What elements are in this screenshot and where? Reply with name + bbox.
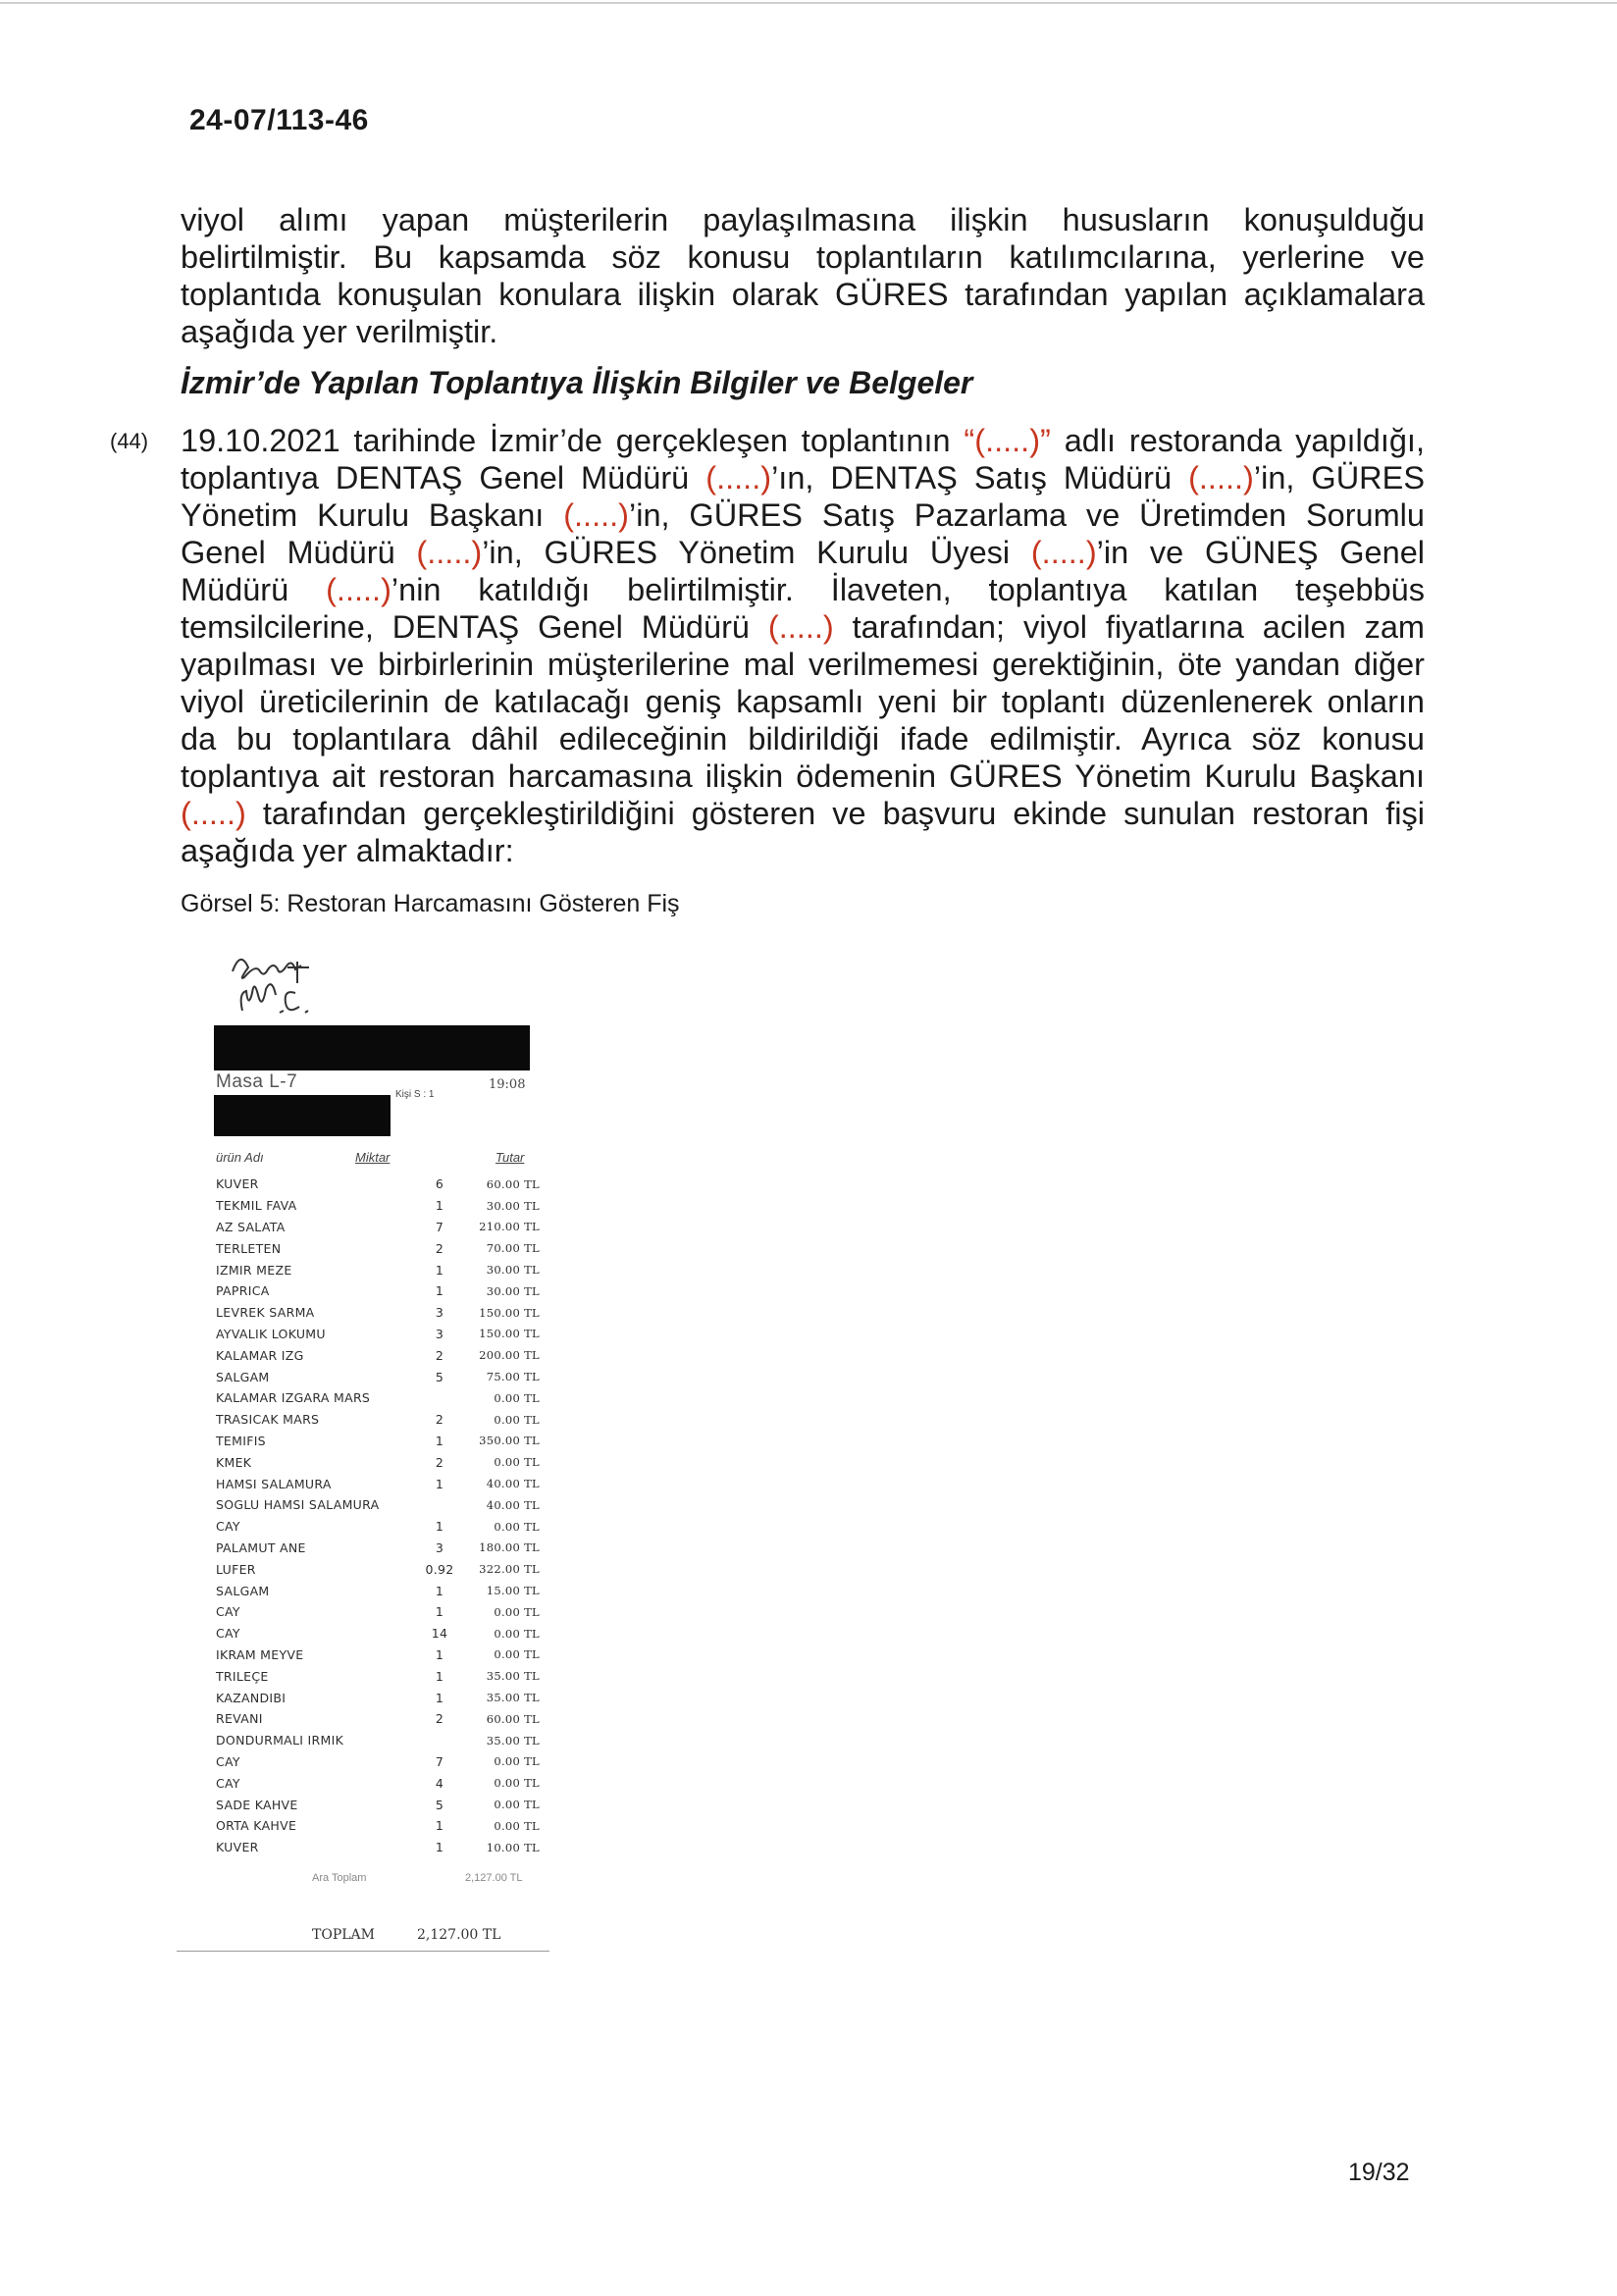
receipt-item-name: AZ SALATA bbox=[216, 1219, 286, 1234]
receipt-item-name: KAZANDIBI bbox=[216, 1690, 287, 1705]
text-segment: tarafından; viyol fiyatlarına acilen zam bbox=[833, 609, 1425, 645]
text-segment: viyol üreticilerinin de katılacağı geniş kapsamlı yeni bir toplantı düzenlenerek onların bbox=[181, 684, 1425, 719]
receipt-table-label: Masa L-7 bbox=[216, 1071, 298, 1092]
receipt-item-amount: 30.00 TL bbox=[486, 1198, 540, 1213]
figure-caption: Görsel 5: Restoran Harcamasını Gösteren Fiş bbox=[181, 890, 680, 917]
receipt-total-value: 2,127.00 TL bbox=[417, 1927, 501, 1943]
redacted-name: (.....) bbox=[1188, 460, 1254, 496]
receipt-item-qty: 1 bbox=[435, 1604, 444, 1620]
receipt-item-amount: 0.00 TL bbox=[494, 1776, 540, 1791]
receipt-item-qty: 5 bbox=[435, 1369, 444, 1384]
receipt-item-qty: 2 bbox=[435, 1240, 444, 1256]
receipt-item-amount: 40.00 TL bbox=[486, 1477, 540, 1491]
receipt-item-row bbox=[216, 1217, 540, 1238]
receipt-item-name: CAY bbox=[216, 1753, 240, 1769]
receipt-subtotal-label: Ara Toplam bbox=[312, 1872, 367, 1884]
text-line: aşağıda yer verilmiştir. bbox=[181, 314, 498, 349]
receipt-item-amount: 350.00 TL bbox=[479, 1434, 540, 1448]
receipt-item-row bbox=[216, 1772, 540, 1794]
text-line bbox=[181, 720, 1425, 757]
redacted-name: (.....) bbox=[563, 497, 629, 533]
text-segment: ’in, GÜRES bbox=[1253, 460, 1425, 496]
receipt-item-name: CAY bbox=[216, 1626, 240, 1642]
receipt-item-qty: 2 bbox=[435, 1454, 444, 1470]
receipt-item-row bbox=[216, 1558, 540, 1580]
restaurant-receipt bbox=[167, 942, 559, 1962]
receipt-item-qty bbox=[418, 1730, 461, 1751]
receipt-total-label: TOPLAM bbox=[312, 1927, 375, 1943]
receipt-item-qty: 3 bbox=[435, 1305, 444, 1321]
top-border bbox=[0, 2, 1617, 4]
text-segment: temsilcilerine, DENTAŞ Genel Müdürü bbox=[181, 609, 768, 645]
receipt-item-amount: 70.00 TL bbox=[486, 1241, 540, 1256]
text-segment: ’in ve GÜNEŞ Genel bbox=[1096, 535, 1426, 570]
receipt-item-qty: 1 bbox=[435, 1818, 444, 1834]
receipt-item-amount: 0.00 TL bbox=[494, 1647, 540, 1662]
text-line bbox=[181, 646, 1425, 683]
receipt-item-name: KMEK bbox=[216, 1454, 252, 1470]
receipt-item-amount: 60.00 TL bbox=[486, 1711, 540, 1726]
text-segment: ’nin katıldığı belirtilmiştir. İlaveten, toplantıya katılan teşebbüs bbox=[391, 572, 1425, 607]
receipt-item-row bbox=[216, 1494, 540, 1516]
receipt-item-row bbox=[216, 1708, 540, 1730]
text-segment: tarafından gerçekleştirildiğini gösteren ve başvuru ekinde sunulan restoran fişi bbox=[245, 796, 1425, 831]
receipt-item-qty: 1 bbox=[435, 1840, 444, 1855]
receipt-item-amount: 10.00 TL bbox=[486, 1840, 540, 1854]
receipt-item-row bbox=[216, 1451, 540, 1473]
receipt-item-row bbox=[216, 1815, 540, 1837]
receipt-col-qty: Miktar bbox=[355, 1150, 391, 1165]
receipt-item-amount: 0.00 TL bbox=[494, 1754, 540, 1769]
receipt-item-name: KUVER bbox=[216, 1840, 259, 1855]
receipt-item-qty: 3 bbox=[435, 1326, 444, 1341]
receipt-item-name: TRASICAK MARS bbox=[216, 1412, 320, 1428]
receipt-item-qty: 1 bbox=[435, 1690, 444, 1705]
document-code: 24-07/113-46 bbox=[189, 104, 369, 136]
receipt-item-amount: 0.00 TL bbox=[494, 1798, 540, 1811]
receipt-item-row bbox=[216, 1538, 540, 1559]
text-segment: toplantıya ait restoran harcamasına ilişkin ödemenin GÜRES Yönetim Kurulu Başkanı bbox=[181, 758, 1425, 794]
receipt-item-qty: 1 bbox=[435, 1283, 444, 1299]
redaction-bar bbox=[214, 1095, 391, 1136]
receipt-item-name: CAY bbox=[216, 1519, 240, 1535]
text-line bbox=[181, 683, 1425, 720]
receipt-guests: Kişi S : 1 bbox=[395, 1089, 435, 1100]
text-line bbox=[181, 534, 1425, 571]
text-segment: Müdürü bbox=[181, 572, 327, 607]
text-line bbox=[181, 571, 1425, 608]
receipt-item-qty: 0.92 bbox=[425, 1561, 454, 1577]
receipt-item-row bbox=[216, 1837, 540, 1858]
receipt-item-row bbox=[216, 1324, 540, 1345]
text-segment: adlı restoranda yapıldığı, bbox=[1050, 423, 1425, 458]
receipt-item-row bbox=[216, 1601, 540, 1623]
receipt-item-name: CAY bbox=[216, 1775, 240, 1791]
text-line bbox=[181, 422, 1425, 459]
paragraph-44 bbox=[181, 422, 1425, 869]
receipt-item-amount: 15.00 TL bbox=[486, 1584, 540, 1598]
receipt-item-name: TRILEÇE bbox=[216, 1668, 269, 1684]
receipt-item-amount: 30.00 TL bbox=[486, 1263, 540, 1278]
receipt-time: 19:08 bbox=[489, 1077, 526, 1092]
text-line bbox=[181, 832, 1425, 869]
receipt-item-name: LUFER bbox=[216, 1561, 256, 1577]
redacted-name: (.....) bbox=[705, 460, 772, 496]
receipt-item-qty: 2 bbox=[435, 1412, 444, 1428]
text-segment: da bu toplantılara dâhil edileceğinin bildirildiği ifade edilmiştir. Ayrıca söz konusu bbox=[181, 721, 1425, 757]
receipt-item-amount: 150.00 TL bbox=[479, 1327, 540, 1341]
text-segment: yapılması ve birbirlerinin müşterilerine mal verilmemesi gerektiğinin, öte yandan diğer bbox=[181, 647, 1425, 682]
signature-icon bbox=[221, 942, 358, 1030]
receipt-item-qty: 3 bbox=[435, 1539, 444, 1555]
receipt-item-name: IZMIR MEZE bbox=[216, 1262, 292, 1278]
receipt-item-row bbox=[216, 1387, 540, 1409]
receipt-item-row bbox=[216, 1344, 540, 1366]
receipt-item-amount: 0.00 TL bbox=[494, 1604, 540, 1619]
receipt-item-row bbox=[216, 1794, 540, 1815]
receipt-item-amount: 40.00 TL bbox=[486, 1497, 540, 1512]
redacted-name: (.....) bbox=[326, 572, 391, 607]
text-segment: aşağıda yer almaktadır: bbox=[181, 833, 514, 868]
receipt-item-qty: 1 bbox=[435, 1583, 444, 1598]
receipt-item-amount: 30.00 TL bbox=[486, 1283, 540, 1298]
receipt-item-amount: 35.00 TL bbox=[486, 1733, 540, 1748]
receipt-item-amount: 210.00 TL bbox=[479, 1220, 540, 1234]
text-segment: ’ın, DENTAŞ Satış Müdürü bbox=[771, 460, 1189, 496]
receipt-item-qty: 1 bbox=[435, 1519, 444, 1535]
receipt-item-amount: 200.00 TL bbox=[479, 1348, 540, 1363]
redacted-name: (.....) bbox=[767, 609, 834, 645]
text-segment: toplantıya DENTAŞ Genel Müdürü bbox=[181, 460, 706, 496]
receipt-item-qty: 2 bbox=[435, 1347, 444, 1363]
receipt-item-amount: 0.00 TL bbox=[494, 1818, 540, 1833]
receipt-item-qty: 4 bbox=[435, 1775, 444, 1791]
receipt-item-qty: 7 bbox=[435, 1219, 444, 1234]
receipt-items-table bbox=[216, 1174, 540, 1858]
page-number: 19/32 bbox=[1348, 2159, 1410, 2186]
receipt-col-item: ürün Adı bbox=[216, 1150, 264, 1165]
receipt-item-row bbox=[216, 1665, 540, 1687]
receipt-item-name: PAPRICA bbox=[216, 1283, 270, 1299]
redaction-bar bbox=[214, 1025, 530, 1070]
redacted-name: “(.....)” bbox=[964, 423, 1051, 458]
receipt-item-row bbox=[216, 1623, 540, 1644]
receipt-item-name: TEKMIL FAVA bbox=[216, 1198, 297, 1214]
receipt-item-qty: 7 bbox=[435, 1753, 444, 1769]
receipt-item-qty: 5 bbox=[435, 1797, 444, 1812]
receipt-item-name: ORTA KAHVE bbox=[216, 1818, 297, 1834]
text-line: viyol alımı yapan müşterilerin paylaşılmasına ilişkin hususların konuşulduğu bbox=[181, 202, 1425, 237]
receipt-item-amount: 180.00 TL bbox=[479, 1540, 540, 1555]
receipt-item-row bbox=[216, 1302, 540, 1324]
receipt-item-row bbox=[216, 1751, 540, 1773]
redacted-name: (.....) bbox=[1030, 535, 1097, 570]
receipt-item-row bbox=[216, 1644, 540, 1666]
receipt-item-name: SALGAM bbox=[216, 1583, 270, 1598]
section-title: İzmir’de Yapılan Toplantıya İlişkin Bilgiler ve Belgeler bbox=[181, 365, 973, 400]
receipt-item-row bbox=[216, 1195, 540, 1217]
text-line bbox=[181, 459, 1425, 496]
receipt-item-name: IKRAM MEYVE bbox=[216, 1646, 304, 1662]
receipt-item-amount: 60.00 TL bbox=[486, 1176, 540, 1191]
receipt-item-amount: 0.00 TL bbox=[494, 1455, 540, 1470]
receipt-item-amount: 150.00 TL bbox=[479, 1305, 540, 1320]
receipt-item-name: PALAMUT ANE bbox=[216, 1539, 306, 1555]
receipt-item-amount: 0.00 TL bbox=[494, 1519, 540, 1534]
receipt-item-qty: 1 bbox=[435, 1262, 444, 1278]
text-segment: 19.10.2021 tarihinde İzmir’de gerçekleşen toplantının bbox=[181, 423, 965, 458]
receipt-item-name: KUVER bbox=[216, 1176, 259, 1192]
receipt-item-row bbox=[216, 1687, 540, 1708]
text-segment: Yönetim Kurulu Başkanı bbox=[181, 497, 564, 533]
receipt-item-row bbox=[216, 1473, 540, 1494]
receipt-item-name: TEMIFIS bbox=[216, 1433, 266, 1448]
receipt-item-row bbox=[216, 1366, 540, 1387]
receipt-item-qty: 1 bbox=[435, 1476, 444, 1491]
receipt-item-row bbox=[216, 1431, 540, 1452]
receipt-item-row bbox=[216, 1730, 540, 1751]
receipt-item-qty: 1 bbox=[435, 1668, 444, 1684]
receipt-item-amount: 35.00 TL bbox=[486, 1669, 540, 1684]
paragraph-number: (44) bbox=[110, 429, 149, 453]
redacted-name: (.....) bbox=[416, 535, 483, 570]
text-line: belirtilmiştir. Bu kapsamda söz konusu toplantıların katılımcılarına, yerlerine ve bbox=[181, 239, 1425, 275]
text-line bbox=[181, 795, 1425, 832]
text-segment: Genel Müdürü bbox=[181, 535, 417, 570]
receipt-item-name: KALAMAR IZGARA MARS bbox=[216, 1390, 371, 1406]
receipt-item-name: REVANI bbox=[216, 1711, 263, 1727]
receipt-item-name: SADE KAHVE bbox=[216, 1797, 298, 1812]
text-line: toplantıda konuşulan konulara ilişkin olarak GÜRES tarafından yapılan açıklamalara bbox=[181, 277, 1425, 312]
receipt-item-qty bbox=[418, 1387, 461, 1409]
receipt-item-qty: 14 bbox=[431, 1626, 448, 1642]
receipt-item-qty: 6 bbox=[435, 1176, 444, 1192]
receipt-item-amount: 0.00 TL bbox=[494, 1412, 540, 1427]
receipt-item-row bbox=[216, 1516, 540, 1538]
receipt-item-row bbox=[216, 1409, 540, 1431]
receipt-item-name: SOGLU HAMSI SALAMURA bbox=[216, 1497, 380, 1513]
receipt-item-amount: 75.00 TL bbox=[486, 1370, 540, 1384]
receipt-item-qty: 1 bbox=[435, 1433, 444, 1448]
receipt-item-qty: 2 bbox=[435, 1711, 444, 1727]
receipt-item-qty: 1 bbox=[435, 1646, 444, 1662]
receipt-item-row bbox=[216, 1237, 540, 1259]
redacted-name: (.....) bbox=[181, 796, 246, 831]
receipt-item-row bbox=[216, 1580, 540, 1601]
intro-paragraph bbox=[181, 201, 1425, 350]
text-segment: ’in, GÜRES Yönetim Kurulu Üyesi bbox=[482, 535, 1031, 570]
receipt-item-name: LEVREK SARMA bbox=[216, 1305, 315, 1321]
text-segment: ’in, GÜRES Satış Pazarlama ve Üretimden Sorumlu bbox=[629, 497, 1425, 533]
receipt-item-name: CAY bbox=[216, 1604, 240, 1620]
receipt-item-row bbox=[216, 1280, 540, 1302]
receipt-item-row bbox=[216, 1259, 540, 1280]
receipt-item-name: SALGAM bbox=[216, 1369, 270, 1384]
receipt-subtotal-value: 2,127.00 TL bbox=[465, 1872, 523, 1884]
receipt-item-row bbox=[216, 1174, 540, 1195]
text-line bbox=[181, 608, 1425, 646]
text-line bbox=[181, 496, 1425, 534]
handwritten-signature bbox=[221, 942, 358, 1030]
receipt-item-name: TERLETEN bbox=[216, 1240, 282, 1256]
receipt-item-name: AYVALIK LOKUMU bbox=[216, 1326, 326, 1341]
receipt-item-qty bbox=[418, 1494, 461, 1516]
receipt-item-qty: 1 bbox=[435, 1198, 444, 1214]
receipt-item-name: HAMSI SALAMURA bbox=[216, 1476, 332, 1491]
receipt-col-amount: Tutar bbox=[496, 1150, 525, 1165]
receipt-bottom-line bbox=[177, 1951, 549, 1952]
receipt-item-amount: 322.00 TL bbox=[479, 1562, 540, 1577]
text-line bbox=[181, 757, 1425, 795]
receipt-item-amount: 35.00 TL bbox=[486, 1691, 540, 1705]
receipt-item-name: DONDURMALI IRMIK bbox=[216, 1733, 344, 1748]
receipt-item-amount: 0.00 TL bbox=[494, 1390, 540, 1405]
receipt-item-name: KALAMAR IZG bbox=[216, 1347, 304, 1363]
receipt-item-amount: 0.00 TL bbox=[494, 1626, 540, 1641]
